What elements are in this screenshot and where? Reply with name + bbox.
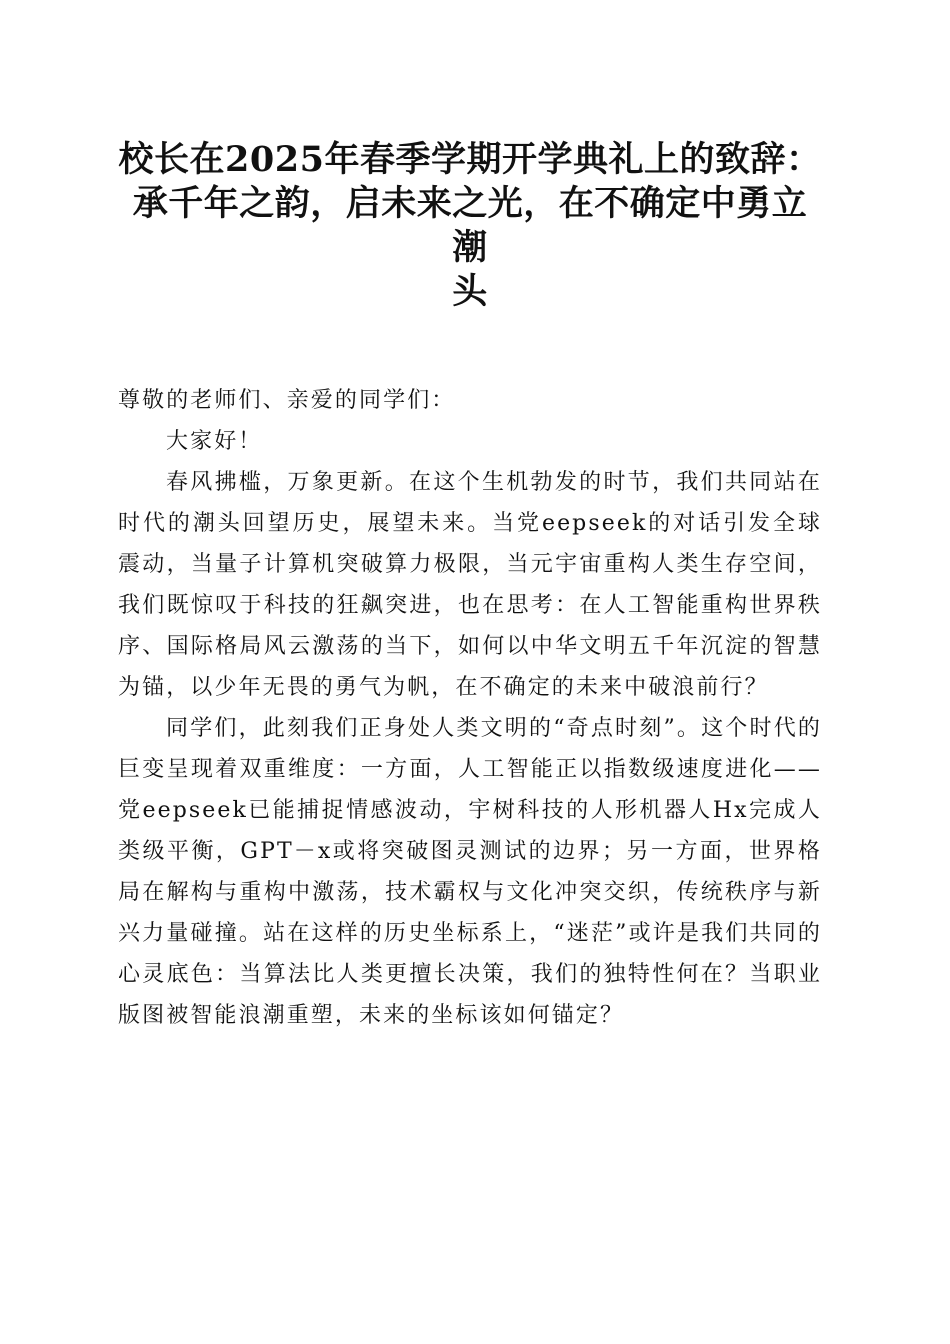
title-line-1: 校长在2025年春季学期开学典礼上的致辞： <box>118 139 822 180</box>
paragraph-2: 同学们，此刻我们正身处人类文明的“奇点时刻”。这个时代的巨变呈现着双重维度：一方面，人工智能正以指数级速度进化——党eepseek已能捕捉情感波动，宇树科技的人形机器人Hx完成人类级平衡，GPT－x或将突破图灵测试的边界；另一方面，世界格局在解构与重构中激荡，技术霸权与文化冲突交织，传统秩序与新兴力量碰撞。站在这样的历史坐标系上，“迷茫”或许是我们共同的心灵底色：当算法比人类更擅长决策，我们的独特性何在？当职业版图被智能浪潮重塑，未来的坐标该如何锚定？ <box>118 716 822 1028</box>
paragraph-1: 春风拂槛，万象更新。在这个生机勃发的时节，我们共同站在时代的潮头回望历史，展望未来。当党eepseek的对话引发全球震动，当量子计算机突破算力极限，当元宇宙重构人类生存空间，我们既惊叹于科技的狂飙突进，也在思考：在人工智能重构世界秩序、国际格局风云激荡的当下，如何以中华文明五千年沉淀的智慧为锚，以少年无畏的勇气为帆，在不确定的未来中破浪前行？ <box>118 470 822 700</box>
paragraph-greeting: 大家好！ <box>166 429 263 454</box>
salutation: 尊敬的老师们、亲爱的同学们： <box>118 388 456 413</box>
title-line-2: 承千年之韵，启未来之光，在不确定中勇立潮 <box>132 183 808 268</box>
document-title <box>118 138 822 314</box>
title-line-3: 头 <box>452 271 488 312</box>
document-body <box>118 380 822 1036</box>
